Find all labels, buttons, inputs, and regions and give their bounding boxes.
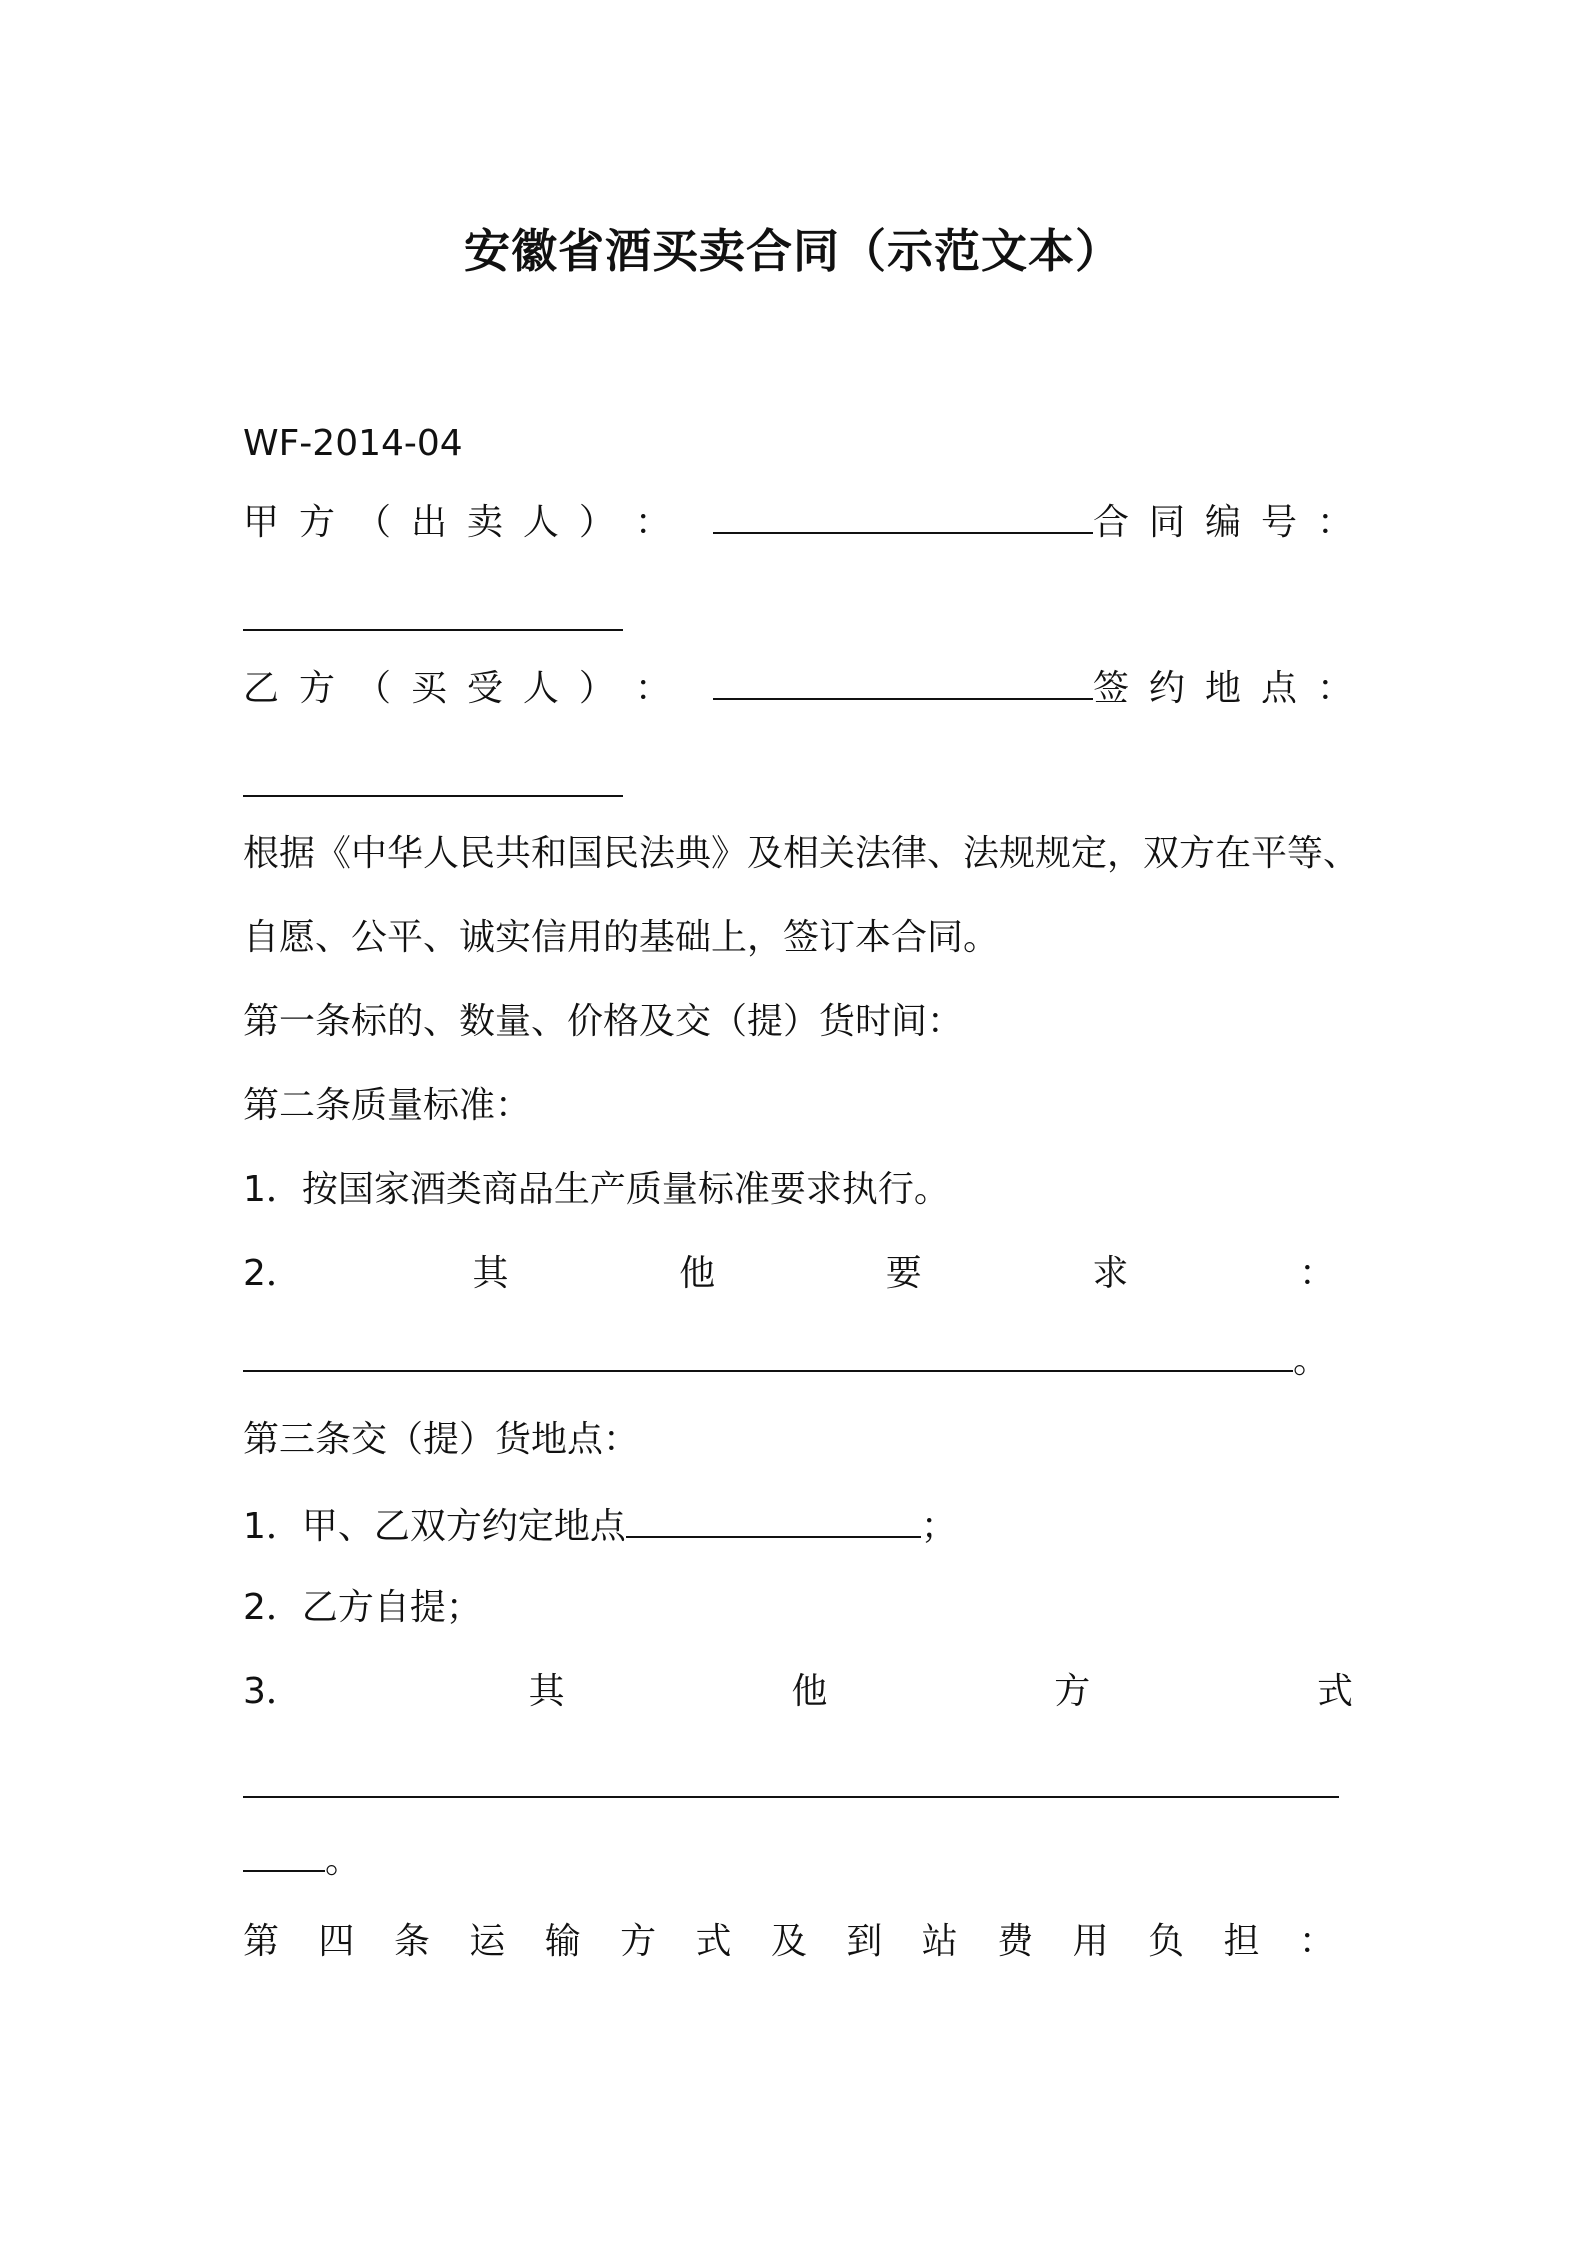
- contract-number-char: ：: [1316, 502, 1353, 543]
- signing-place-char: 地: [1204, 668, 1241, 709]
- article-3-item-3-char: 其: [528, 1671, 565, 1712]
- article-4-char: 及: [770, 1921, 807, 1962]
- party-b-char: ）: [578, 668, 615, 709]
- party-a-char: ）: [578, 502, 615, 543]
- contract-number-char: 同: [1148, 502, 1185, 543]
- signing-place-char: 点: [1260, 668, 1297, 709]
- article-2-heading: 第二条质量标准：: [243, 1085, 532, 1126]
- article-3-item-3-end: 。: [325, 1840, 362, 1881]
- article-3-item-1: [243, 1502, 1353, 1549]
- article-2-item-2-end: 。: [1293, 1340, 1330, 1381]
- party-a-name-field[interactable]: [713, 498, 1093, 534]
- article-2-item-2-char: ：: [1298, 1253, 1335, 1294]
- article-2-item-2-blank-row: [243, 1336, 1353, 1383]
- article-4-char: 第: [243, 1921, 280, 1962]
- article-4-char: ：: [1298, 1921, 1335, 1962]
- article-3-item-3-char: 式: [1316, 1671, 1353, 1712]
- article-3-item-3-char: 他: [791, 1671, 828, 1712]
- contract-number-char: 合: [1093, 502, 1130, 543]
- article-4-char: 费: [997, 1921, 1034, 1962]
- article-3-heading: 第三条交（提）货地点：: [243, 1419, 640, 1460]
- article-3-item-3-char: 3．: [243, 1671, 302, 1712]
- signing-place-char: 约: [1148, 668, 1185, 709]
- article-4-char: 用: [1072, 1921, 1109, 1962]
- other-requirements-field[interactable]: [243, 1336, 1293, 1372]
- article-1-heading: 第一条标的、数量、价格及交（提）货时间：: [243, 1001, 964, 1042]
- other-method-field-continued[interactable]: [243, 1836, 325, 1872]
- article-3-item-3-char: 方: [1054, 1671, 1091, 1712]
- party-a-char: 出: [410, 502, 447, 543]
- party-a-label: [243, 501, 671, 545]
- contract-number-char: 号: [1260, 502, 1297, 543]
- article-4-char: 条: [393, 1921, 430, 1962]
- article-2-item-2-char: 2．: [243, 1253, 302, 1294]
- article-4-heading: [243, 1920, 1335, 1964]
- other-method-field[interactable]: [243, 1794, 1339, 1798]
- party-b-name-field[interactable]: [713, 664, 1093, 700]
- article-3-item-1-label: 1．甲、乙双方约定地点: [243, 1506, 626, 1547]
- contract-number-label: [1093, 501, 1353, 545]
- party-b-label: [243, 667, 671, 711]
- party-a-char: （: [354, 502, 391, 543]
- party-a-char: 卖: [466, 502, 503, 543]
- article-2-item-2-char: 其: [472, 1253, 509, 1294]
- signing-place-label: [1093, 667, 1353, 711]
- party-b-char: 方: [298, 668, 335, 709]
- article-2-item-2-char: 求: [1092, 1253, 1129, 1294]
- contract-number-field[interactable]: [243, 627, 623, 631]
- article-4-char: 运: [469, 1921, 506, 1962]
- intro-line-1: 根据《中华人民共和国民法典》及相关法律、法规规定，双方在平等、: [243, 833, 1360, 874]
- article-4-char: 四: [318, 1921, 355, 1962]
- signing-place-field[interactable]: [243, 793, 623, 797]
- article-4-char: 担: [1223, 1921, 1260, 1962]
- article-2-item-1: 1．按国家酒类商品生产质量标准要求执行。: [243, 1169, 950, 1210]
- party-b-char: 买: [410, 668, 447, 709]
- party-b-char: （: [354, 668, 391, 709]
- intro-line-2: 自愿、公平、诚实信用的基础上，签订本合同。: [243, 917, 1000, 958]
- document-code: WF-2014-04: [243, 423, 463, 464]
- article-3-item-3-tail: [243, 1836, 1353, 1883]
- contract-number-char: 编: [1204, 502, 1241, 543]
- party-b-char: 人: [522, 668, 559, 709]
- article-2-item-2-char: 要: [885, 1253, 922, 1294]
- party-a-char: 人: [522, 502, 559, 543]
- article-3-item-3: [243, 1670, 1353, 1714]
- party-a-char: ：: [634, 502, 671, 543]
- signing-place-char: 签: [1093, 668, 1130, 709]
- agreed-place-field[interactable]: [626, 1502, 921, 1538]
- signing-place-char: ：: [1316, 668, 1353, 709]
- article-4-char: 到: [846, 1921, 883, 1962]
- document-title: 安徽省酒买卖合同（示范文本）: [464, 224, 1122, 278]
- party-b-char: 受: [466, 668, 503, 709]
- article-4-char: 方: [620, 1921, 657, 1962]
- article-4-char: 站: [921, 1921, 958, 1962]
- article-3-item-1-end: ；: [920, 1506, 957, 1547]
- party-a-char: 方: [298, 502, 335, 543]
- article-2-item-2-char: 他: [679, 1253, 716, 1294]
- article-2-item-2: [243, 1252, 1335, 1296]
- article-4-char: 式: [695, 1921, 732, 1962]
- party-a-row: [243, 498, 1353, 545]
- party-b-row: [243, 664, 1353, 711]
- party-b-char: ：: [634, 668, 671, 709]
- article-3-item-2: 2．乙方自提；: [243, 1587, 482, 1628]
- party-a-char: 甲: [243, 502, 280, 543]
- article-4-char: 负: [1148, 1921, 1185, 1962]
- article-4-char: 输: [544, 1921, 581, 1962]
- party-b-char: 乙: [243, 668, 280, 709]
